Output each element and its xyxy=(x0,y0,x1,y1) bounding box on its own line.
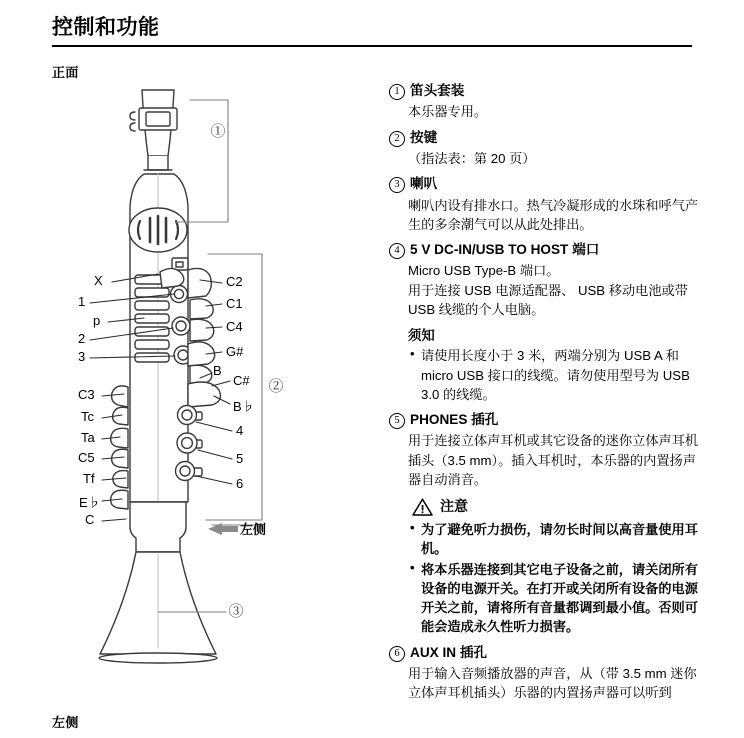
entry-body-2-line-1: （指法表：第 20 页） xyxy=(408,150,536,166)
page-header xyxy=(52,16,692,47)
diagram-callout-1: ① xyxy=(210,124,226,140)
label-1: 1 xyxy=(78,294,86,309)
caution-bullet-1: • 为了避免听力损伤，请勿长时间以高音量使用耳机。 xyxy=(408,520,709,559)
entry-label-2: 按键 xyxy=(410,129,438,145)
notice-title: 须知 xyxy=(408,328,435,344)
diagram-callout-2: ② xyxy=(268,379,284,395)
entry-body-2 xyxy=(389,149,709,168)
label-tf: Tf xyxy=(83,471,95,486)
label-eb: E♭ xyxy=(79,495,101,510)
entry-mouthpiece xyxy=(389,82,709,122)
section-heading-front: 正面 xyxy=(52,65,79,80)
label-2: 2 xyxy=(78,331,86,346)
entry-body-3 xyxy=(389,196,709,235)
instrument-illustration xyxy=(40,82,370,682)
label-x: X xyxy=(94,273,103,288)
label-c3: C3 xyxy=(78,387,95,402)
header-divider xyxy=(52,45,692,47)
entry-label-6: AUX IN 插孔 xyxy=(410,644,488,660)
caution-bullet-list xyxy=(408,520,709,637)
entry-keys xyxy=(389,129,709,169)
instrument-diagram xyxy=(40,82,370,682)
section-heading-left: 左侧 xyxy=(52,715,79,730)
controls-description-list xyxy=(389,82,709,710)
entry-phones-jack xyxy=(389,411,709,637)
label-4: 4 xyxy=(236,423,244,438)
entry-number-1: 1 xyxy=(389,84,405,100)
entry-body-5 xyxy=(389,431,709,489)
entry-body-3-line-1: 喇叭内设有排水口。热气冷凝形成的水珠和呼气产生的多余潮气可以从此处排出。 xyxy=(408,197,699,232)
label-gs: G# xyxy=(226,344,244,359)
entry-usb-port xyxy=(389,241,709,404)
caution-title: 注意 xyxy=(440,498,468,515)
label-5: 5 xyxy=(236,451,244,466)
warning-triangle-icon xyxy=(412,498,433,516)
label-c1: C1 xyxy=(226,296,243,311)
entry-body-5-line-1: 用于连接立体声耳机或其它设备的迷你立体声耳机插头（3.5 mm）。插入耳机时，本乐器的内置扬声器自动消音。 xyxy=(408,433,699,487)
entry-body-1-line-1: 本乐器专用。 xyxy=(408,104,488,120)
label-c: C xyxy=(85,512,95,527)
notice-block-usb xyxy=(389,326,709,404)
diagram-callout-3: ③ xyxy=(228,604,244,620)
entry-body-6 xyxy=(389,664,709,703)
entry-title-5 xyxy=(389,411,709,429)
entry-title-3 xyxy=(389,175,709,193)
label-b: B xyxy=(213,363,222,378)
entry-aux-in-jack xyxy=(389,644,709,703)
entry-body-4-line-1: Micro USB Type-B 端口。 xyxy=(408,263,560,279)
label-p: p xyxy=(93,313,101,328)
entry-number-2: 2 xyxy=(389,131,405,147)
notice-bullet-list xyxy=(408,346,709,404)
entry-number-3: 3 xyxy=(389,177,405,193)
label-c4: C4 xyxy=(226,319,243,334)
left-side-arrow-label: 左侧 xyxy=(240,522,267,537)
entry-number-6: 6 xyxy=(389,646,405,662)
entry-label-4: 5 V DC-IN/USB TO HOST 端口 xyxy=(410,242,600,258)
entry-title-4 xyxy=(389,241,709,259)
entry-body-6-line-1: 用于输入音频播放器的声音，从（带 3.5 mm 迷你立体声耳机插头）乐器的内置扬声器可以听到 xyxy=(408,666,697,701)
entry-number-4: 4 xyxy=(389,243,405,259)
label-3: 3 xyxy=(78,349,86,364)
entry-body-4 xyxy=(389,261,709,319)
label-tc: Tc xyxy=(81,409,94,424)
entry-title-2 xyxy=(389,129,709,147)
label-bb: B♭ xyxy=(233,399,255,414)
label-c5: C5 xyxy=(78,450,95,465)
entry-label-5: PHONES 插孔 xyxy=(410,412,499,428)
entry-bell xyxy=(389,175,709,234)
entry-label-1: 笛头套装 xyxy=(410,83,465,98)
page-title: 控制和功能 xyxy=(52,16,160,39)
entry-label-3: 喇叭 xyxy=(410,176,438,192)
entry-body-4-line-2: 用于连接 USB 电源适配器、 USB 移动电池或带 USB 线缆的个人电脑。 xyxy=(408,282,688,317)
entry-body-1 xyxy=(389,102,709,121)
notice-bullet-1: • 请使用长度小于 3 米，两端分别为 USB A 和 micro USB 接口的线缆。请勿使用型号为 USB 3.0 的线缆。 xyxy=(408,346,709,404)
caution-heading xyxy=(408,497,709,517)
label-c2: C2 xyxy=(226,274,243,289)
caution-bullet-2: • 将本乐器连接到其它电子设备之前，请关闭所有设备的电源开关。在打开或关闭所有设备的电源开关之前，请将所有音量都调到最小值。否则可能会造成永久性听力损害。 xyxy=(408,560,709,637)
label-ta: Ta xyxy=(81,430,95,445)
label-6: 6 xyxy=(236,476,244,491)
entry-title-6 xyxy=(389,644,709,662)
entry-number-5: 5 xyxy=(389,413,405,429)
label-cs: C# xyxy=(233,373,250,388)
caution-block-phones xyxy=(389,497,709,636)
entry-title-1 xyxy=(389,82,709,100)
